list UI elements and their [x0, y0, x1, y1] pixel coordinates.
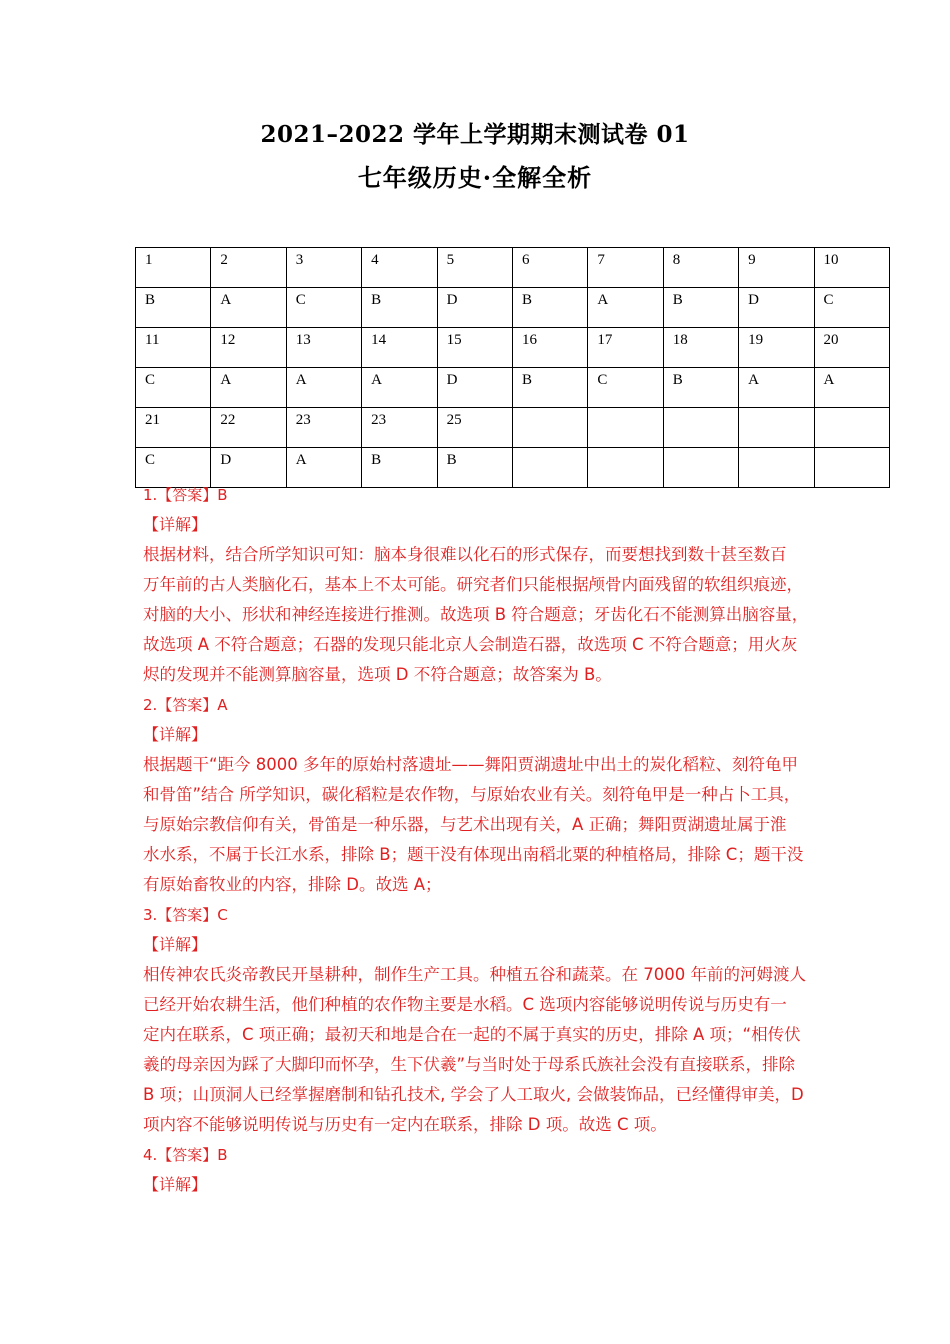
answer-table-cell: A [211, 368, 286, 408]
answer-line: 2.【答案】A [143, 696, 228, 714]
answer-table-cell: D [211, 448, 286, 488]
question-explanation [143, 1140, 823, 1200]
answer-table-cell: C [136, 448, 211, 488]
answer-table-cell: C [588, 368, 663, 408]
explanation-line: 对脑的大小、形状和神经连接进行推测。故选项 B 符合题意；牙齿化石不能测算出脑容量， [143, 605, 809, 624]
answer-table-row [136, 328, 890, 368]
answer-table-cell: D [437, 368, 512, 408]
answer-table-row [136, 368, 890, 408]
answer-table-cell: 1 [136, 248, 211, 288]
explanation-line: 与原始宗教信仰有关，骨笛是一种乐器，与艺术出现有关，A 正确；舞阳贾湖遗址属于淮 [143, 815, 787, 834]
detail-label: 【详解】 [143, 725, 208, 744]
answer-table-cell: 11 [136, 328, 211, 368]
answer-table-cell [588, 408, 663, 448]
document-subtitle: 七年级历史·全解全析 [357, 163, 593, 192]
answer-table-cell: 17 [588, 328, 663, 368]
answer-table-cell: B [512, 368, 587, 408]
explanation-line: 定内在联系，C 项正确；最初天和地是合在一起的不属于真实的历史，排除 A 项；“相传伏 [143, 1025, 801, 1044]
answer-table-cell: 16 [512, 328, 587, 368]
answer-line: 4.【答案】B [143, 1146, 228, 1164]
answer-table-cell: 14 [362, 328, 437, 368]
answer-table-row [136, 248, 890, 288]
answer-table-cell [814, 408, 889, 448]
answer-explanations [143, 480, 823, 1200]
answer-table-cell: D [437, 288, 512, 328]
explanation-line: 有原始畜牧业的内容，排除 D。故选 A； [143, 875, 442, 894]
answer-table-cell: 21 [136, 408, 211, 448]
answer-table-cell: 7 [588, 248, 663, 288]
question-explanation [143, 480, 823, 690]
answer-table-cell: C [286, 288, 361, 328]
answer-table-cell: 18 [663, 328, 738, 368]
explanation-line: 相传神农氏炎帝教民开垦耕种，制作生产工具。种植五谷和蔬菜。在 7000 年前的河姆渡人 [143, 965, 806, 984]
answer-table-cell: 9 [739, 248, 814, 288]
answer-table-cell: B [362, 448, 437, 488]
answer-table-cell: A [814, 368, 889, 408]
answer-table-cell [739, 408, 814, 448]
answer-line: 3.【答案】C [143, 906, 228, 924]
explanation-line: 根据题干“距今 8000 多年的原始村落遗址——舞阳贾湖遗址中出土的炭化稻粒、刻符龟甲 [143, 755, 799, 774]
explanation-line: 烬的发现并不能测算脑容量，选项 D 不符合题意；故答案为 B。 [143, 665, 612, 684]
answer-table-cell: 6 [512, 248, 587, 288]
answer-table-cell: C [814, 288, 889, 328]
answer-table-cell: B [512, 288, 587, 328]
detail-label: 【详解】 [143, 935, 208, 954]
answer-table-cell: 23 [286, 408, 361, 448]
explanation-line: 根据材料，结合所学知识可知：脑本身很难以化石的形式保存，而要想找到数十甚至数百 [143, 545, 787, 564]
answer-table-cell [663, 408, 738, 448]
answer-table-cell: 13 [286, 328, 361, 368]
answer-key-table [135, 247, 890, 488]
answer-line: 1.【答案】B [143, 486, 228, 504]
answer-table-cell: B [663, 288, 738, 328]
answer-table-cell: 25 [437, 408, 512, 448]
answer-table-cell: B [136, 288, 211, 328]
answer-table-cell: 2 [211, 248, 286, 288]
explanation-line: B 项；山顶洞人已经掌握磨制和钻孔技术, 学会了人工取火, 会做装饰品，已经懂得审美，D [143, 1085, 804, 1104]
answer-table-cell: 10 [814, 248, 889, 288]
answer-table-cell: 22 [211, 408, 286, 448]
answer-table-cell: 19 [739, 328, 814, 368]
detail-label: 【详解】 [143, 1175, 208, 1194]
answer-table-cell: A [286, 368, 361, 408]
answer-table-row [136, 288, 890, 328]
detail-label: 【详解】 [143, 515, 208, 534]
explanation-line: 羲的母亲因为踩了大脚印而怀孕，生下伏羲”与当时处于母系氏族社会没有直接联系，排除 [143, 1055, 796, 1074]
answer-table-cell: C [136, 368, 211, 408]
explanation-line: 已经开始农耕生活，他们种植的农作物主要是水稻。C 选项内容能够说明传说与历史有一 [143, 995, 787, 1014]
answer-table-cell: A [362, 368, 437, 408]
explanation-line: 万年前的古人类脑化石，基本上不太可能。研究者们只能根据颅骨内面残留的软组织痕迹， [143, 575, 803, 594]
explanation-line: 故选项 A 不符合题意；石器的发现只能北京人会制造石器，故选项 C 不符合题意；用火灰 [143, 635, 798, 654]
answer-table-cell [512, 408, 587, 448]
answer-table-cell: 3 [286, 248, 361, 288]
answer-table-cell: B [437, 448, 512, 488]
answer-table-cell: A [739, 368, 814, 408]
answer-table-cell: 20 [814, 328, 889, 368]
answer-table-cell: D [739, 288, 814, 328]
answer-table-cell: A [588, 288, 663, 328]
answer-table-row [136, 408, 890, 448]
answer-table-cell [814, 448, 889, 488]
question-explanation [143, 900, 823, 1140]
answer-table-cell: 23 [362, 408, 437, 448]
answer-table-cell: B [663, 368, 738, 408]
answer-table-cell: B [362, 288, 437, 328]
answer-table-cell: A [286, 448, 361, 488]
question-explanation [143, 690, 823, 900]
explanation-line: 和骨笛”结合 所学知识，碳化稻粒是农作物，与原始农业有关。刻符龟甲是一种占卜工具， [143, 785, 801, 804]
explanation-line: 水水系，不属于长江水系，排除 B；题干没有体现出南稻北粟的种植格局，排除 C；题干没 [143, 845, 804, 864]
answer-table-cell: 5 [437, 248, 512, 288]
answer-table-cell: 12 [211, 328, 286, 368]
answer-table-cell: 15 [437, 328, 512, 368]
answer-table-cell: A [211, 288, 286, 328]
answer-table-cell: 8 [663, 248, 738, 288]
explanation-line: 项内容不能够说明传说与历史有一定内在联系，排除 D 项。故选 C 项。 [143, 1115, 667, 1134]
document-title: 2021–2022 学年上学期期末测试卷 01 [260, 121, 690, 148]
answer-table-cell: 4 [362, 248, 437, 288]
